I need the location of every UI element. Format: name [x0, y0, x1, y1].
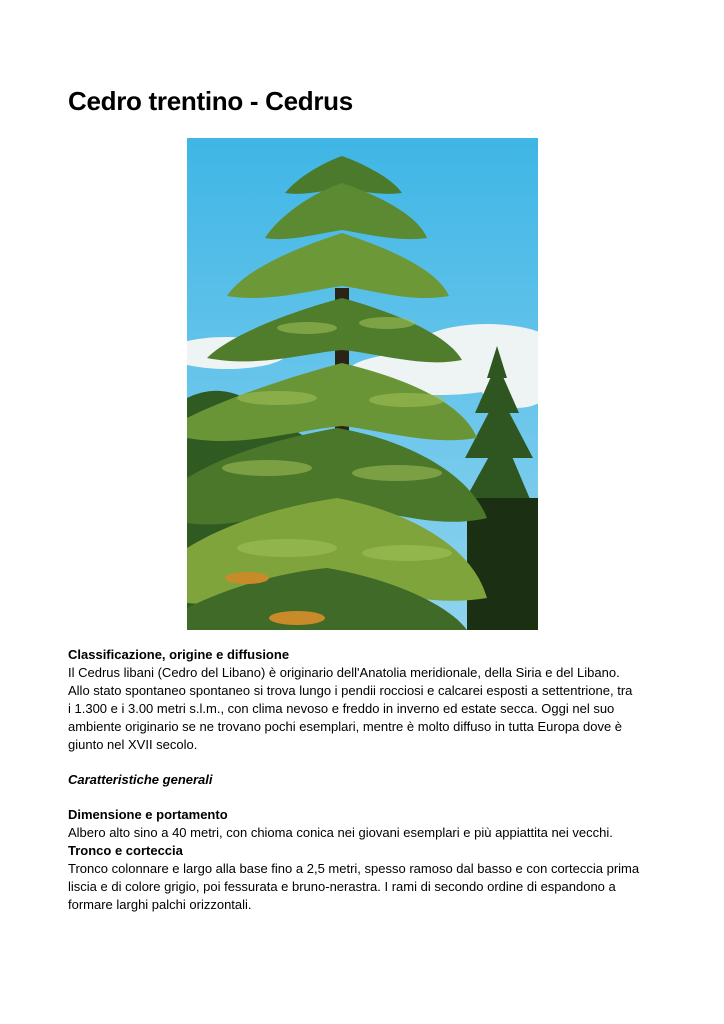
page-title: Cedro trentino - Cedrus: [68, 86, 353, 116]
classification-line: Allo stato spontaneo spontaneo si trova lungo i pendii rocciosi e calcarei esposti a settentrione, tra: [68, 683, 633, 698]
article-body: [68, 646, 660, 914]
cedar-tree-photo: [187, 138, 538, 630]
dimension-heading: Dimensione e portamento: [68, 807, 228, 822]
classification-heading: Classificazione, origine e diffusione: [68, 647, 290, 662]
dimension-line: Albero alto sino a 40 metri, con chioma conica nei giovani esemplari e più appiattita nei vecchi.: [68, 825, 613, 840]
spacer: [68, 754, 660, 771]
classification-line: giunto nel XVII secolo.: [68, 737, 198, 752]
classification-line: i 1.300 e i 3.00 metri s.l.m., con clima nevoso e freddo in inverno ed estate secca. Oggi nel suo: [68, 701, 615, 716]
trunk-heading: Tronco e corteccia: [68, 843, 183, 858]
trunk-line: Tronco colonnare e largo alla base fino a 2,5 metri, spesso ramoso dal basso e con corteccia prima: [68, 861, 640, 876]
spacer: [68, 789, 660, 806]
trunk-line: liscia e di colore grigio, poi fessurata e bruno-nerastra. I rami di secondo ordine di espandono a: [68, 879, 616, 894]
classification-line: Il Cedrus libani (Cedro del Libano) è originario dell'Anatolia meridionale, della Siria e del Libano.: [68, 665, 620, 680]
classification-line: ambiente originario se ne trovano pochi esemplari, mentre è molto diffuso in tutta Europa dove è: [68, 719, 623, 734]
general-heading: Caratteristiche generali: [68, 772, 213, 787]
trunk-line: formare larghi palchi orizzontali.: [68, 897, 252, 912]
